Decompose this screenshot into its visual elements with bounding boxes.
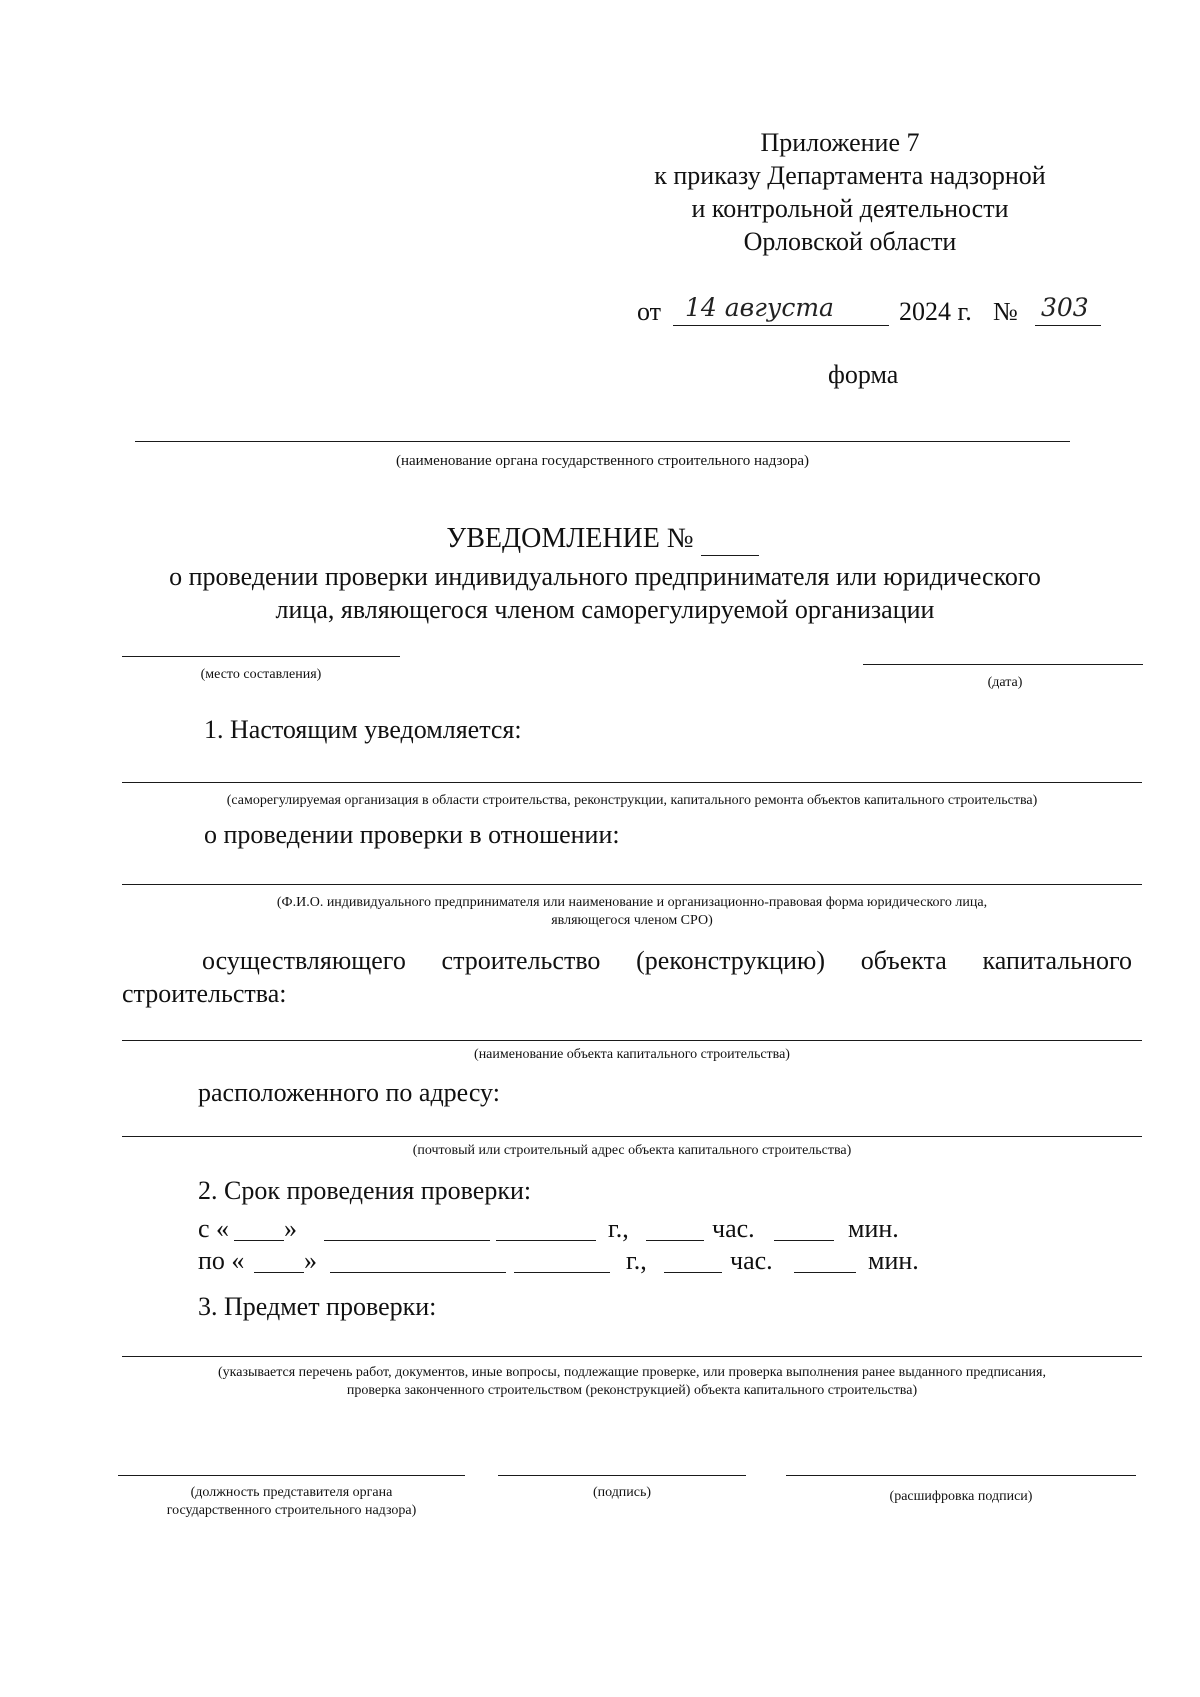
section2-heading: 2. Срок проведения проверки:: [198, 1176, 532, 1205]
authority-caption: (наименование органа государственного строительного надзора): [395, 453, 810, 469]
number-underline: [1035, 325, 1101, 326]
notice-number-blank: [701, 531, 759, 556]
subject-caption: [122, 1364, 1142, 1400]
to-hour-blank: [664, 1272, 722, 1273]
place-line: [122, 656, 400, 657]
place-caption: (место составления): [200, 667, 322, 682]
signature-line: [498, 1475, 746, 1476]
header-block: [600, 126, 1100, 258]
appendix-title: Приложение 7: [760, 128, 920, 157]
subject-caption-line1: (указывается перечень работ, документов, иные вопросы, подлежащие проверке, или проверка выполнения ранее выданного предписания,: [217, 1365, 1046, 1380]
construction-line2: строительства:: [122, 979, 287, 1008]
from-hour-label: час.: [712, 1214, 755, 1243]
date-caption: (дата): [987, 675, 1023, 690]
date-underline: [673, 325, 889, 326]
sro-caption: (саморегулируемая организация в области строительства, реконструкции, капитального ремонта объектов капитального строительства): [226, 793, 1038, 808]
construction-paragraph: [122, 944, 1132, 1010]
order-ref-line: к приказу Департамента надзорной: [654, 161, 1046, 190]
object-caption: (наименование объекта капитального строительства): [474, 1047, 790, 1062]
to-month-blank: [330, 1272, 506, 1273]
to-label: по «: [198, 1246, 245, 1275]
address-caption: (почтовый или строительный адрес объекта капитального строительства): [412, 1143, 852, 1158]
notice-title: [135, 522, 1070, 556]
to-min-blank: [794, 1272, 856, 1273]
to-hour-label: час.: [730, 1246, 773, 1275]
subject-caption-line2: проверка законченного строительством (реконструкцией) объекта капитального строительства): [346, 1383, 918, 1398]
date-line: [863, 664, 1143, 665]
to-min-label: мин.: [868, 1246, 919, 1275]
signature-caption: (подпись): [592, 1485, 652, 1500]
handwritten-date: 14 августа: [685, 293, 834, 322]
year-text: 2024 г.: [899, 297, 972, 326]
from-month-blank: [324, 1240, 490, 1241]
to-close-quote: »: [304, 1246, 317, 1275]
to-day-blank: [254, 1272, 304, 1273]
position-caption-line2: государственного строительного надзора): [166, 1503, 417, 1518]
from-label: с «: [198, 1214, 230, 1243]
address-line: [122, 1136, 1142, 1137]
address-label: расположенного по адресу:: [198, 1078, 500, 1107]
subject-line: [122, 1356, 1142, 1357]
authority-line: [135, 441, 1070, 442]
section1-heading: 1. Настоящим уведомляется:: [204, 715, 522, 744]
position-caption-line1: (должность представителя органа: [190, 1485, 393, 1500]
region-line: Орловской области: [743, 227, 957, 256]
from-min-blank: [774, 1240, 834, 1241]
notice-subtitle-line1: о проведении проверки индивидуального предпринимателя или юридического: [169, 562, 1041, 591]
construction-line1: осуществляющего строительство (реконструкцию) объекта капитального: [202, 946, 1132, 975]
to-month-blank-2: [514, 1272, 610, 1273]
handwritten-number: 303: [1041, 293, 1089, 322]
from-prefix: от: [637, 297, 662, 326]
object-line: [122, 1040, 1142, 1041]
person-caption-line1: (Ф.И.О. индивидуального предпринимателя или наименование и организационно-правовая форма юридического лица,: [276, 895, 988, 910]
position-caption: [118, 1484, 465, 1520]
decoding-caption: (расшифровка подписи): [889, 1489, 1033, 1504]
position-line: [118, 1475, 465, 1476]
notice-subtitle: [110, 560, 1100, 626]
person-line: [122, 884, 1142, 885]
from-month-blank-2: [496, 1240, 596, 1241]
person-caption: [122, 894, 1142, 930]
department-line: и контрольной деятельности: [691, 194, 1009, 223]
section3-heading: 3. Предмет проверки:: [198, 1292, 437, 1321]
form-label: форма: [828, 360, 899, 389]
decoding-line: [786, 1475, 1136, 1476]
person-caption-line2: являющегося членом СРО): [551, 913, 713, 928]
from-hour-blank: [646, 1240, 704, 1241]
notice-subtitle-line2: лица, являющегося членом саморегулируемой организации: [275, 595, 935, 624]
notice-title-text: УВЕДОМЛЕНИЕ №: [446, 523, 694, 554]
from-min-label: мин.: [848, 1214, 899, 1243]
to-year-suffix: г.,: [626, 1246, 647, 1275]
period-to-row: [198, 1244, 978, 1278]
order-date-row: [637, 295, 1117, 331]
from-day-blank: [234, 1240, 284, 1241]
sro-line: [122, 782, 1142, 783]
from-year-suffix: г.,: [608, 1214, 629, 1243]
in-relation-text: о проведении проверки в отношении:: [204, 820, 620, 849]
number-sign: №: [993, 297, 1018, 326]
period-from-row: [198, 1212, 958, 1246]
from-close-quote: »: [284, 1214, 297, 1243]
